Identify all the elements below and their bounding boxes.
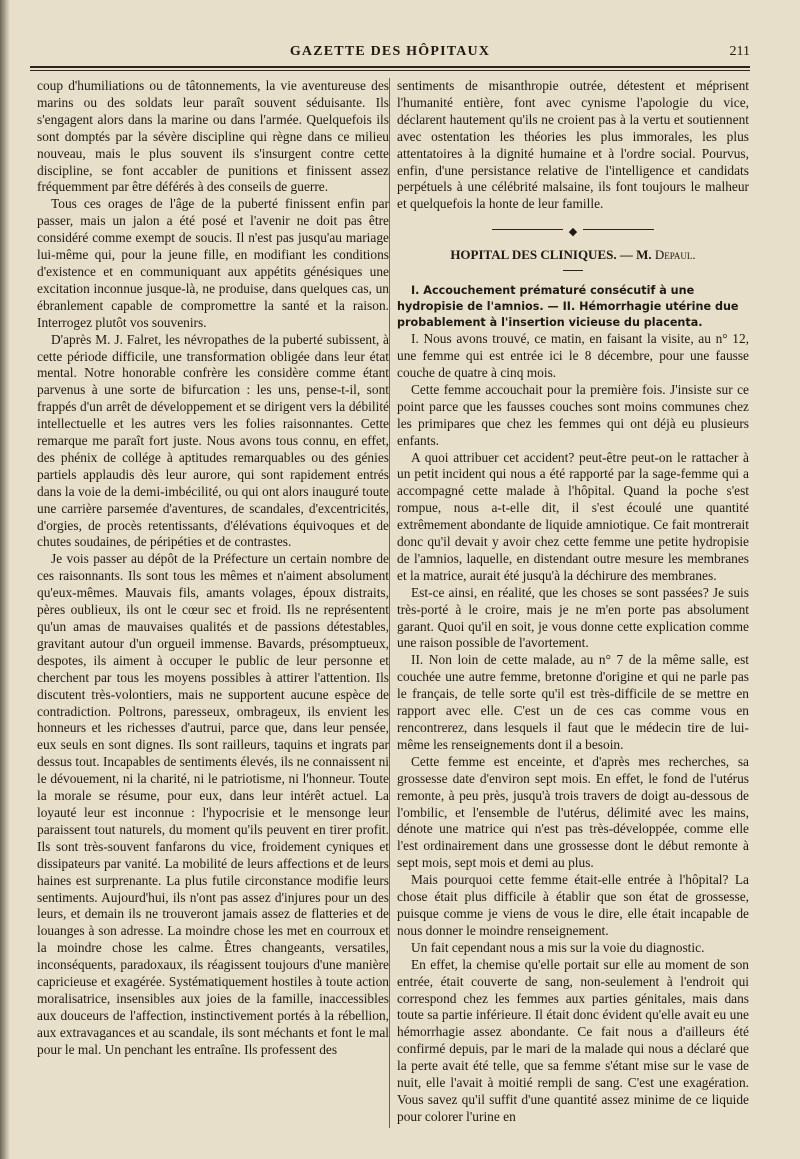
section-short-rule	[563, 270, 583, 271]
ornament-diamond-icon: ◆	[563, 226, 583, 238]
left-paragraph: coup d'humiliations ou de tâtonnements, la vie aventureuse des marins ou des soldats leur paraît souvent séduisante. Ils s'engagent alors dans la marine ou dans l'armée. Quelquefois ils sont domptés par la sévère discipline qui règne dans ce milieu nouveau, mais le plus souvent ils s'insurgent contre cette discipline, se font accabler de punitions et finissent assez fréquemment par être déférés à des conseils de guerre.	[37, 78, 389, 195]
page-number: 211	[729, 44, 750, 59]
left-paragraph: Je vois passer au dépôt de la Préfecture un certain nombre de ces raisonnants. Ils sont tous les mêmes et n'aiment absolument qu'eux-mêmes. Mauvais fils, amants volages, époux distraits, pères oublieux, ils ont le cœur sec et froid. Ils ne représentent qu'un amas de mauvaises qualités et de passions détestables, gravitant autour d'un orgueil immense. Bavards, présomptueux, despotes, ils aiment à occuper le public de leur personne et cherchent par tous les moyens possibles à attirer l'attention. Ils discutent très-volontiers, mais ne supportent aucune espèce de contradiction. Poltrons, paresseux, ombrageux, ils envient les honneurs et les richesses d'autrui, parce que, dans leur pensée, eux seuls en sont dignes. Ils sont railleurs, taquins et ingrats par dessus tout. Incapables de sentiments élevés, ils ne connaissent ni le dévouement, ni la charité, ni le patriotisme, ni l'honneur. Toute la morale se résume, pour eux, dans leur intérêt actuel. La loyauté leur est inconnue : l'hypocrisie et le mensonge leur paraissent tout naturels, du moment qu'ils peuvent en tirer profit. Ils sont très-souvent fanfarons du vice, froidement cyniques et dissipateurs par vanité. La mobilité de leurs affections et de leurs haines est surprenante. La plus futile circonstance modifie leurs sentiments. Aujourd'hui, ils n'ont pas assez d'injures pour un des leurs, et demain ils ne trouveront jamais assez de flatteries et de louanges à son adresse. La moindre chose les met en courroux et la moindre chose les calme. Êtres changeants, versatiles, inconséquents, paradoxaux, ils réagissent toujours d'une manière capricieuse et exagérée. Systématiquement hostiles à toute action moralisatrice, insensibles aux joies de la famille, inaccessibles aux douceurs de l'affection, instinctivement portés à la rébellion, aux extravagances et au scandale, ils sont méchants et font le mal pour le mal. Un penchant les entraîne. Ils professent des	[37, 551, 389, 1057]
section-author: Depaul.	[654, 247, 696, 263]
left-column	[37, 78, 389, 1059]
column-divider	[389, 78, 390, 1128]
header-rule-thin	[30, 70, 750, 71]
section-title	[397, 247, 749, 264]
page-header	[30, 44, 750, 64]
right-paragraph: En effet, la chemise qu'elle portait sur elle au moment de son entrée, était couverte de sang, non-seulement à l'endroit qui correspond chez les femmes aux parties génitales, mais dans toute sa partie inférieure. Il était donc évident qu'elle avait eu une hémorrhagie assez abondante. Ce fait nous a d'ailleurs été confirmé depuis, par le mari de la malade qui nous a déclaré que la perte avait été telle, que sa femme s'étant mise sur le vase de nuit, elle l'avait à moitié rempli de sang. C'est une exagération. Vous savez qu'il suffit d'une quantité assez minime de ce liquide pour colorer l'urine en	[397, 956, 749, 1124]
running-title: GAZETTE DES HÔPITAUX	[289, 44, 491, 59]
right-paragraph: sentiments de misanthropie outrée, détestent et méprisent l'humanité entière, font avec cynisme l'apologie du vice, déclarent hautement qu'ils ne croient pas à la vertu et soutiennent avec ostentation les théories les plus immorales, les plus attentatoires à la dignité humaine et à l'ordre social. Pourvus, enfin, d'une persistance relative de l'intelligence et candidats perpétuels à une célébrité malsaine, ils font toujours le malheur et quelquefois la honte de leur famille.	[397, 78, 749, 212]
right-paragraph: Cette femme est enceinte, et d'après mes recherches, sa grossesse date d'environ sept mois. En effet, le fond de l'utérus remonte, à peu près, jusqu'à trois travers de doigt au-dessous de l'ombilic, et l'ensemble de l'utérus, délimité avec les mains, dénote une matrice qui n'est pas très-développée, comme elle l'est ordinairement dans une grossesse dont le début remonte à sept mois, sept mois et demi au plus.	[397, 753, 749, 871]
right-paragraph: A quoi attribuer cet accident? peut-être peut-on le rattacher à un petit incident qui nous a été rapporté par la sage-femme qui a accompagné cette malade à l'hôpital. Quand la poche s'est rompue, nous a-t-elle dit, il s'est écoulé une quantité extrêmement abondante de liquide amniotique. Ce fait montrerait donc qu'il devait y avoir chez cette femme une petite hydropisie de l'amnios, laquelle, en distendant outre mesure les membranes et la matrice, aurait été jusqu'à la déchirure des membranes.	[397, 449, 749, 583]
right-paragraph: Cette femme accouchait pour la première fois. J'insiste sur ce point parce que les fausses couches sont moins communes chez les primipares que chez les femmes qui ont déjà eu plusieurs enfants.	[397, 381, 749, 448]
right-column	[397, 78, 749, 1126]
right-paragraph: II. Non loin de cette malade, au n° 7 de la même salle, est couchée une autre femme, bretonne d'origine et qui ne parle pas le français, de telle sorte qu'il est très-difficile de se mettre en rapport avec elle. C'est un de ces cas comme vous en rencontrerez, dans lesquels il faut que le médecin tire de lui-même les renseignements dont il a besoin.	[397, 652, 749, 752]
article-subtitle: I. Accouchement prématuré consécutif à une hydropisie de l'amnios. — II. Hémorrhagie utérine due probablement à l'insertion vicieuse du placenta.	[397, 284, 739, 330]
right-paragraph: Est-ce ainsi, en réalité, que les choses se sont passées? Je suis très-porté à le croire, mais je ne m'en porte pas absolument garant. Quoi qu'il en soit, je vous donne cette explication comme une raison possible de l'avortement.	[397, 584, 749, 651]
right-paragraph: I. Nous avons trouvé, ce matin, en faisant la visite, au n° 12, une femme qui est entrée ici le 8 décembre, pour une fausse couche de quatre à cinq mois.	[397, 331, 749, 380]
right-paragraph: Un fait cependant nous a mis sur la voie du diagnostic.	[411, 939, 705, 955]
left-paragraph: Tous ces orages de l'âge de la puberté finissent enfin par passer, mais un jalon a été posé et l'avenir ne doit pas être considéré comme exempt de soucis. Il n'est pas jusqu'au mariage lui-même qui, pour la jeune fille, en modifiant les conditions d'existence et en communiquant aux appétits génésiques une excitation inconnue jusque-là, ne produise, dans quelques cas, un ébranlement capable de compromettre la santé et la raison. Interrogez plutôt vos souvenirs.	[37, 196, 389, 330]
section-title-text: HOPITAL DES CLINIQUES. — M.	[450, 247, 652, 263]
header-rule-thick	[30, 66, 750, 68]
left-paragraph: D'après M. J. Falret, les névropathes de la puberté subissent, à cette période difficile, une transformation obligée dans leur état mental. Notre honorable confrère les considère comme étant parvenus à une sorte de bifurcation : les uns, pense-t-il, sont frappés d'un arrêt de développement et se dirigent vers la débilité intellectuelle et les autres vers les folies raisonnantes. Cette remarque me paraît fort juste. Nous avons tous connu, en effet, des phénix de collége à aptitudes remarquables ou des génies partiels applaudis dès leur aurore, qui sont rapidement entrés dans la voie de la demi-imbécilité, ou qui ont alors inauguré toute une carrière parsemée d'aventures, de scandales, d'excentricités, d'orgies, de procès retentissants, d'élévations équivoques et de chutes soudaines, de péripéties et de contrastes.	[37, 331, 389, 550]
section-ornament	[397, 223, 749, 239]
right-paragraph: Mais pourquoi cette femme était-elle entrée à l'hôpital? La chose était plus difficile à établir que son état de grossesse, puisque comme je viens de vous le dire, elle était incapable de nous donner le moindre renseignement.	[397, 872, 749, 938]
